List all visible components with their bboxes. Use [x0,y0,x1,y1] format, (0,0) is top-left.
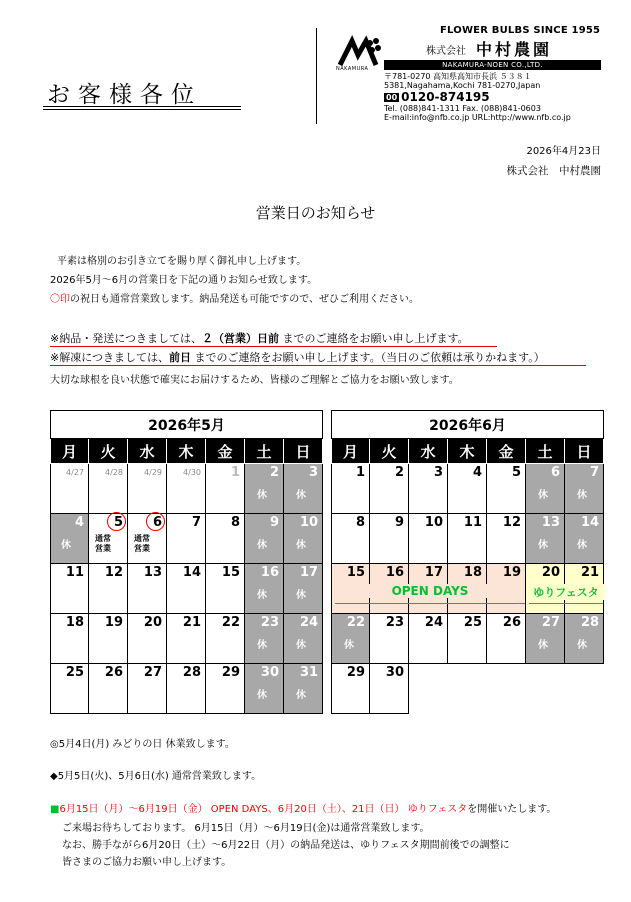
open-days-cell: 18 [448,564,487,614]
circle-mark-label: 〇印 [50,294,70,305]
day-cell: 4/30 [167,464,206,514]
day-cell: 30 [370,664,409,714]
open-days-arrow [335,603,525,604]
weekday-header: 月 [332,439,370,464]
logo-caption: NAKAMURA [336,66,369,72]
day-cell: 27 [128,664,167,714]
event-tail: を開催いたします。 [467,804,557,815]
holiday-cell: 27 休 [526,614,565,664]
closed-label: 休 [577,640,587,651]
notice-text: ※解凍につきましては、 [50,351,169,364]
holiday-cell: 28 休 [565,614,604,664]
yuri-festa-cell: 20 [526,564,565,614]
day-cell: 28 [167,664,206,714]
closed-label: 休 [257,690,267,701]
day-cell: 15 [206,564,245,614]
page-title: 営業日のお知らせ [255,204,376,222]
calendar-june [331,410,604,714]
open-days-cell: 16 [370,564,409,614]
open-days-label: OPEN DAYS [335,584,525,598]
closed-label: 休 [538,490,548,501]
day-cell: 22 [206,614,245,664]
weekday-header: 日 [284,439,323,464]
day-cell: 12 [487,514,526,564]
free-dial [384,90,490,104]
open-days-cell: 19 [487,564,526,614]
open-label: 通常 [95,534,111,543]
company-name-en: NAKAMURA-NOEN CO.,LTD. [442,61,543,69]
day-cell: 19 [89,614,128,664]
notice-thaw [50,349,586,366]
closed-label: 休 [296,490,306,501]
open-days-cell: 17 [409,564,448,614]
holiday-cell: 14 休 [565,514,604,564]
weekday-header: 木 [167,439,206,464]
yuri-festa-label: ゆりフェスタ [527,584,605,600]
paragraph: 平素は格別のお引き立てを賜り厚く御礼申し上げます。 [57,256,307,267]
holiday-cell: 10 休 [284,514,323,564]
day-cell: 5 [487,464,526,514]
day-cell: 25 [448,614,487,664]
closed-label: 休 [296,690,306,701]
free-dial-number: 0120-874195 [401,90,490,104]
day-cell: 13 [128,564,167,614]
weekday-header: 水 [128,439,167,464]
day-cell: 29 [206,664,245,714]
holiday-cell: 31 休 [284,664,323,714]
paragraph [50,290,419,305]
closed-label: 休 [296,640,306,651]
notice-emphasis: 前日 [169,351,191,364]
holiday-cell: 3 休 [284,464,323,514]
empty-cell [409,664,448,714]
day-cell: 10 [409,514,448,564]
open-label: 営業 [134,544,150,553]
free-dial-badge: 00 [386,93,398,102]
note-open: ◆5月5日(火)、5月6日(水) 通常営業致します。 [50,771,262,782]
holiday-cell: 24 休 [284,614,323,664]
note-line: なお、勝手ながら6月20日（土）～6月22日（月）の納品発送は、ゆりフェスタ期間前後での調整に [62,840,510,851]
closed-label: 休 [577,490,587,501]
day-cell: 26 [487,614,526,664]
event-dates: 6月15日（月）～6月19日（金） OPEN DAYS、6月20日（土）、21日（日） ゆりフェスタ [59,804,468,815]
note-event [50,800,556,815]
notice-delivery [50,330,497,347]
day-cell: 25 [51,664,89,714]
day-cell: 2 [370,464,409,514]
closed-label: 休 [296,540,306,551]
empty-cell [448,664,487,714]
notice-text: までのご連絡をお願い申し上げます。（当日のご依頼は承りかねます。） [191,351,545,364]
day-cell: 3 [409,464,448,514]
notice-emphasis: ２（営業）日前 [202,332,279,345]
day-cell: 4 [448,464,487,514]
day-cell: 12 [89,564,128,614]
day-cell: 9 [370,514,409,564]
day-cell: 8 [206,514,245,564]
recipient-heading: お客様各位 [47,82,202,108]
document-date: 2026年4月23日 [526,146,601,157]
day-cell: 23 [370,614,409,664]
calendar-title: 2026年5月 [51,411,323,439]
closed-label: 休 [538,540,548,551]
day-cell: 26 [89,664,128,714]
email-url: E-mail:info@nfb.co.jp URL:http://www.nfb.co.jp [384,113,571,122]
holiday-cell: 6 休 [526,464,565,514]
weekday-header: 火 [89,439,128,464]
open-holiday-cell: 5 通常 営業 [89,514,128,564]
holiday-cell: 13 休 [526,514,565,564]
calendar-may [50,410,323,714]
day-cell: 11 [51,564,89,614]
address-en: 5381,Nagahama,Kochi 781-0270,Japan [384,81,541,90]
signer: 株式会社 中村農園 [506,165,601,177]
day-cell: 24 [409,614,448,664]
holiday-cell: 23 休 [245,614,284,664]
closed-label: 休 [257,540,267,551]
paragraph: 2026年5月～6月の営業日を下記の通りお知らせ致します。 [50,275,318,286]
holiday-cell: 2 休 [245,464,284,514]
holiday-cell: 17 休 [284,564,323,614]
day-cell: 1 [206,464,245,514]
open-label: 営業 [95,544,111,553]
address-ja: 〒781-0270 高知県高知市長浜 ５３８１ [384,72,532,81]
closed-label: 休 [257,590,267,601]
notice-text: ※納品・発送につきましては、 [50,332,202,345]
weekday-header: 木 [448,439,487,464]
weekday-header: 日 [565,439,604,464]
day-cell: 20 [128,614,167,664]
holiday-cell: 7 休 [565,464,604,514]
underline [43,106,241,107]
holiday-cell: 9 休 [245,514,284,564]
open-holiday-cell: 6 通常 営業 [128,514,167,564]
paragraph: 大切な球根を良い状態で確実にお届けするため、皆様のご理解とご協力をお願い致します。 [50,375,459,386]
empty-cell [526,664,565,714]
note-line: 皆さまのご協力お願い申し上げます。 [62,857,232,868]
divider [316,28,317,124]
weekday-header: 土 [526,439,565,464]
weekday-header: 土 [245,439,284,464]
tagline: FLOWER BULBS SINCE 1955 [440,25,601,36]
open-label: 通常 [134,534,150,543]
notice-text: までのご連絡をお願い申し上げます。 [279,332,469,345]
closed-label: 休 [344,640,354,651]
holiday-cell: 16 休 [245,564,284,614]
company-prefix: 株式会社 [426,46,466,57]
day-cell: 4/28 [89,464,128,514]
closed-label: 休 [257,490,267,501]
yuri-festa-arrow [529,603,603,604]
weekday-header: 月 [51,439,89,464]
bullet-square-icon: ■ [50,804,60,815]
note-holiday: ◎5月4日(月) みどりの日 休業致します。 [50,739,235,750]
underline [43,109,241,110]
weekday-header: 火 [370,439,409,464]
weekday-header: 水 [409,439,448,464]
day-cell: 18 [51,614,89,664]
day-cell: 11 [448,514,487,564]
day-cell: 4/27 [51,464,89,514]
holiday-cell: 22 休 [332,614,370,664]
day-cell: 7 [167,514,206,564]
closed-label: 休 [538,640,548,651]
weekday-header: 金 [206,439,245,464]
closed-label: 休 [257,640,267,651]
paragraph-text: の祝日も通常営業致します。納品発送も可能ですので、ぜひご利用ください。 [70,294,419,305]
day-cell: 14 [167,564,206,614]
yuri-festa-cell: 21 [565,564,604,614]
closed-label: 休 [61,540,71,551]
day-cell: 4/29 [128,464,167,514]
closed-label: 休 [296,590,306,601]
day-cell: 1 [332,464,370,514]
closed-label: 休 [577,540,587,551]
day-cell: 29 [332,664,370,714]
day-cell: 8 [332,514,370,564]
holiday-cell: 4 休 [51,514,89,564]
calendar-title: 2026年6月 [332,411,604,439]
open-days-cell: 15 [332,564,370,614]
empty-cell [565,664,604,714]
day-cell: 21 [167,614,206,664]
weekday-header: 金 [487,439,526,464]
empty-cell [487,664,526,714]
note-line: ご来場お待ちしております。 6月15日（月）～6月19日(金)は通常営業致します。 [62,823,430,834]
holiday-cell: 30 休 [245,664,284,714]
company-name: 中村農園 [476,40,553,59]
tel-fax: Tel. (088)841-1311 Fax. (088)841-0603 [384,104,541,113]
